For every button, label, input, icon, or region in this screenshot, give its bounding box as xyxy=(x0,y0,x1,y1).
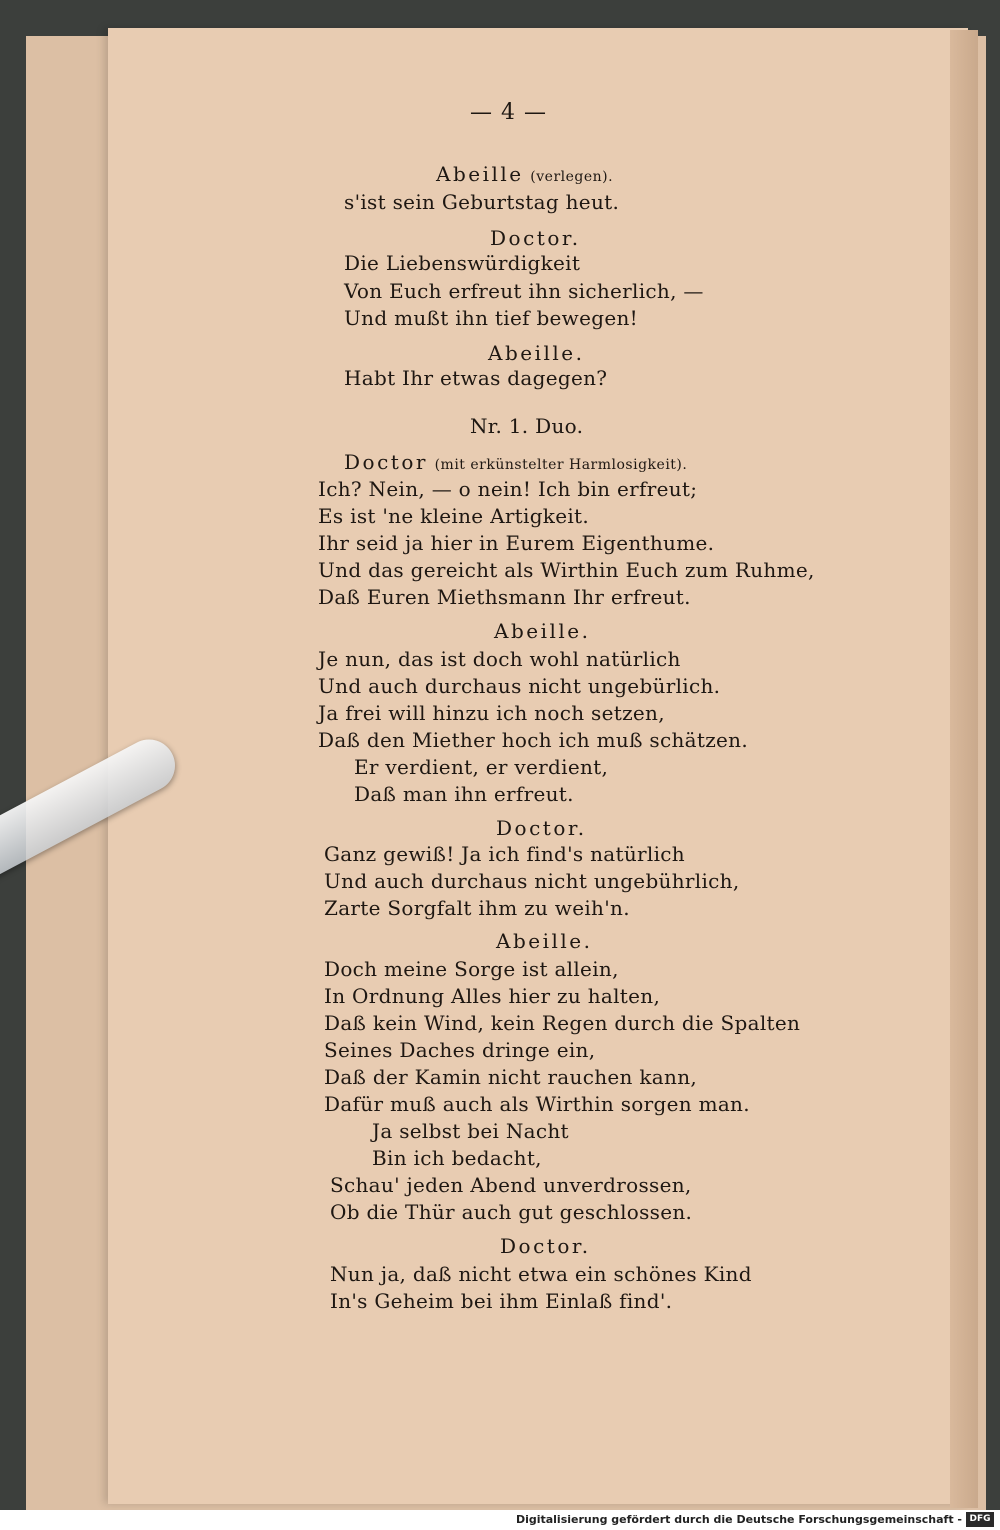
text-line: Daß Euren Miethsmann Ihr erfreut. xyxy=(318,585,691,609)
text-line: Die Liebenswürdigkeit xyxy=(344,251,581,275)
dfg-logo: DFG xyxy=(966,1512,994,1527)
speaker-label: Doctor. xyxy=(500,1234,591,1258)
text-line: Und mußt ihn tief bewegen! xyxy=(344,306,638,330)
speaker-label: Abeille. xyxy=(496,929,593,953)
funding-credit: Digitalisierung gefördert durch die Deutsche Forschungsgemeinschaft - xyxy=(515,1513,962,1526)
speaker-label: Doctor. xyxy=(490,226,581,250)
text-line: Er verdient, er verdient, xyxy=(354,755,609,779)
text-line: Ob die Thür auch gut geschlossen. xyxy=(330,1200,693,1224)
text-line: Ihr seid ja hier in Eurem Eigenthume. xyxy=(318,531,715,555)
page-number: — 4 — xyxy=(470,100,547,125)
text-line: Dafür muß auch als Wirthin sorgen man. xyxy=(324,1092,750,1116)
text-line: Ich? Nein, — o nein! Ich bin erfreut; xyxy=(318,477,698,501)
speaker-label: Abeille. xyxy=(488,341,585,365)
text-line: Doch meine Sorge ist allein, xyxy=(324,957,619,981)
text-line: Bin ich bedacht, xyxy=(372,1146,542,1170)
speaker-label: Abeille (verlegen). xyxy=(436,162,614,186)
speaker-label: Doctor (mit erkünstelter Harmlosigkeit). xyxy=(344,450,688,474)
text-line: s'ist sein Geburtstag heut. xyxy=(344,190,620,214)
text-line: Daß der Kamin nicht rauchen kann, xyxy=(324,1065,698,1089)
speaker-label: Abeille. xyxy=(494,619,591,643)
text-line: Je nun, das ist doch wohl natürlich xyxy=(318,647,681,671)
page-edge xyxy=(950,30,978,1508)
text-line: Und auch durchaus nicht ungebürlich. xyxy=(318,674,721,698)
text-line: Es ist 'ne kleine Artigkeit. xyxy=(318,504,590,528)
text-line: In's Geheim bei ihm Einlaß find'. xyxy=(330,1289,673,1313)
text-line: Und das gereicht als Wirthin Euch zum Ruhme, xyxy=(318,558,815,582)
text-line: Daß man ihn erfreut. xyxy=(354,782,574,806)
text-line: Ganz gewiß! Ja ich find's natürlich xyxy=(324,842,685,866)
text-line: Daß kein Wind, kein Regen durch die Spalten xyxy=(324,1011,801,1035)
text-line: Daß den Miether hoch ich muß schätzen. xyxy=(318,728,749,752)
text-line: Habt Ihr etwas dagegen? xyxy=(344,366,608,390)
text-line: Schau' jeden Abend unverdrossen, xyxy=(330,1173,692,1197)
text-line: Von Euch erfreut ihn sicherlich, — xyxy=(344,279,704,303)
text-line: Seines Daches dringe ein, xyxy=(324,1038,596,1062)
text-line: In Ordnung Alles hier zu halten, xyxy=(324,984,661,1008)
section-heading: Nr. 1. Duo. xyxy=(470,414,584,438)
text-line: Ja frei will hinzu ich noch setzen, xyxy=(318,701,665,725)
text-line: Ja selbst bei Nacht xyxy=(372,1119,569,1143)
speaker-label: Doctor. xyxy=(496,816,587,840)
text-line: Und auch durchaus nicht ungebührlich, xyxy=(324,869,740,893)
text-line: Zarte Sorgfalt ihm zu weih'n. xyxy=(324,896,630,920)
text-line: Nun ja, daß nicht etwa ein schönes Kind xyxy=(330,1262,752,1286)
